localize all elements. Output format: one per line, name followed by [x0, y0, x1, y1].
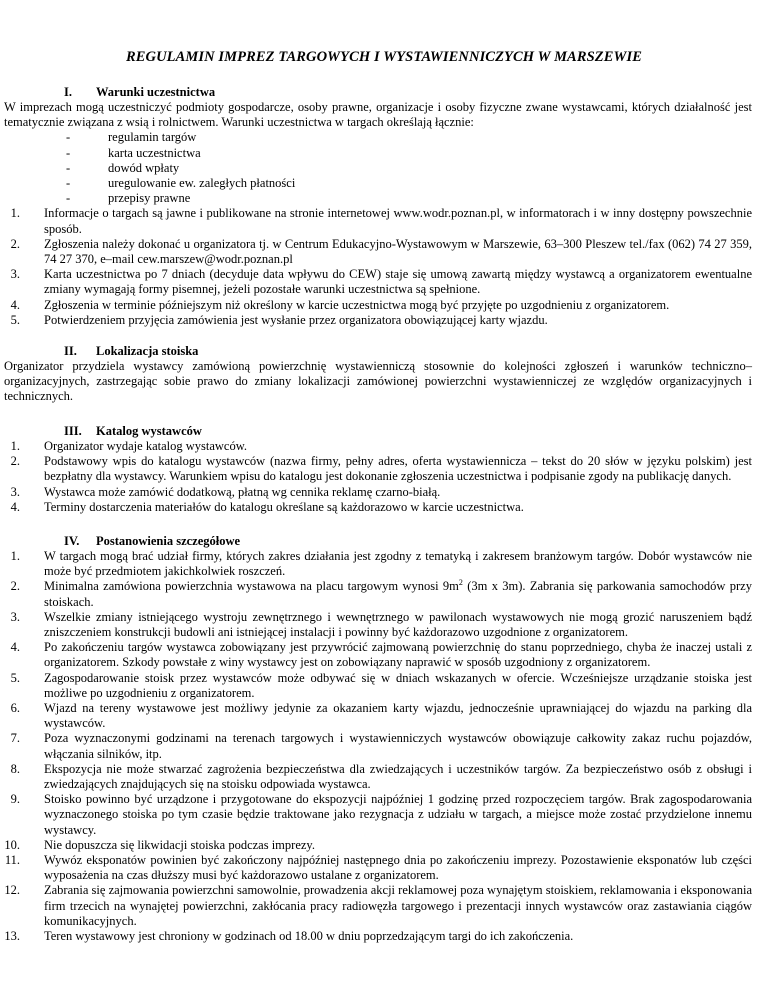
section-postanowienia-szczegolowe [4, 534, 752, 944]
item-text: Wszelkie zmiany istniejącego wystroju zewnętrznego i wewnętrznego w pawilonach wystawowych nie mogą grozić naruszeniem bądź zniszczeniem konstrukcji budowli ani istniejącej instalacji i powinny być każdorazowo uzgodnione z organizatorem. [44, 609, 752, 640]
item-number: 2. [10, 236, 20, 251]
section-title: Lokalizacja stoiska [96, 344, 199, 358]
item-number: 8. [10, 761, 20, 776]
item-text: Wywóz eksponatów powinien być zakończony najpóźniej następnego dnia po zakończeniu imprezy. Pozostawienie eksponatów lub części wyposażenia na czas dłuższy musi być każdorazowo ustalane z organizatorem. [44, 853, 752, 883]
item-number: 11. [4, 853, 20, 868]
list-item: - przepisy prawne [4, 191, 728, 206]
item-number: 3. [10, 484, 20, 499]
item-number: 1. [10, 206, 20, 221]
item-text: Teren wystawowy jest chroniony w godzinach od 18.00 w dniu poprzedzającym targi do ich zakończenia. [44, 929, 574, 944]
list-item: - uregulowanie ew. zaległych płatności [4, 176, 728, 191]
section-heading [40, 344, 728, 359]
numbered-list [4, 206, 752, 328]
item-text: W targach mogą brać udział firmy, których zakres działania jest zgodny z tematyką i zakresem branżowym targów. Dobór wystawców nie może być przedmiotem jakichkolwiek roszczeń. [44, 549, 752, 579]
list-item [4, 671, 752, 701]
section-katalog-wystawcow [10, 424, 752, 515]
list-item [4, 731, 752, 761]
item-text: Nie dopuszcza się likwidacji stoiska podczas imprezy. [44, 837, 315, 852]
item-text: Wjazd na tereny wystawowe jest możliwy jedynie za okazaniem karty wjazdu, jednocześnie uprawniającej do wjazdu na parking dla wystawców. [44, 701, 752, 731]
item-text: Zabrania się zajmowania powierzchni samowolnie, prowadzenia akcji reklamowej poza wynajętym stoiskiem, reklamowania i eksponowania firm trzecich na wynajętej powierzchni, zakłócania pracy radiowęzła targowego i prezentacji innych wystawców oraz zastawiania ciągów komunikacyjnych. [44, 883, 752, 928]
item-text-part: Minimalna zamówiona powierzchnia wystawowa na placu targowym wynosi 9m [44, 579, 459, 594]
list-item [4, 762, 752, 792]
item-text: Podstawowy wpis do katalogu wystawców (nazwa firmy, pełny adres, oferta wystawiennicza – tekst do 20 słów w języku polskim) jest bezpłatny dla wystawcy. Warunkiem wpisu do katalogu jest dokonanie zgłoszenia uczestnictwa i podpisanie zgody na publikację danych. [44, 454, 752, 484]
item-number: 5. [10, 670, 20, 685]
item-text: Terminy dostarczenia materiałów do katalogu określane są każdorazowo w karcie uczestnictwa. [44, 499, 524, 514]
item-number: 12. [4, 883, 20, 898]
item-number: 3. [10, 609, 20, 624]
section-lokalizacja-stoiska [4, 344, 752, 405]
list-item [4, 313, 752, 328]
list-item [4, 792, 752, 838]
list-item [4, 929, 752, 944]
list-item [4, 237, 752, 267]
section-number: IV. [64, 534, 80, 548]
item-text: Zagospodarowanie stoisk przez wystawców może odbywać się w dniach wskazanych w ofercie. Wcześniejsze urządzanie stoiska jest możliwe po uzgodnieniu z organizatorem. [44, 670, 752, 700]
item-text: Potwierdzeniem przyjęcia zamówienia jest wysłanie przez organizatora obowiązującej karty wjazdu. [44, 312, 548, 327]
list-item [4, 610, 752, 640]
list-item [4, 640, 752, 670]
item-number: 2. [10, 454, 20, 469]
list-item [4, 853, 752, 883]
section-title: Postanowienia szczegółowe [96, 534, 241, 548]
section-number: III. [64, 424, 82, 438]
list-item: - karta uczestnictwa [4, 146, 728, 161]
item-number: 7. [10, 731, 20, 746]
list-item [4, 500, 752, 515]
item-number: 4. [10, 499, 20, 514]
section-heading [40, 85, 728, 100]
item-text: Poza wyznaczonymi godzinami na terenach targowych i wystawienniczych wystawców obowiązuje całkowity zakaz ruchu pojazdów, włączania silników, itp. [44, 731, 752, 761]
conditions-list [4, 130, 728, 206]
item-number: 4. [10, 640, 20, 655]
list-item [4, 267, 752, 297]
item-number: 10. [4, 837, 20, 852]
item-text: Informacje o targach są jawne i publikowane na stronie internetowej www.wodr.poznan.pl, w informatorach i w inny dostępny powszechnie sposób. [44, 206, 752, 236]
item-number: 1. [10, 549, 20, 563]
item-number: 3. [10, 267, 20, 282]
list-item [4, 838, 752, 853]
section-text: Organizator przydziela wystawcy zamówioną powierzchnię wystawienniczą stosownie do kolejności zgłoszeń i warunków techniczno–organizacyjnych, zastrzegając sobie prawo do zmiany lokalizacji zamówionej powierzchni wystawienniczej ze względów organizacyjnych i technicznych. [4, 359, 752, 404]
item-text: Stoisko powinno być urządzone i przygotowane do ekspozycji najpóźniej 1 godzinę przed rozpoczęciem targów. Brak zagospodarowania wyznaczonego stoiska po tym czasie będzie traktowane jako rezygnacja z udziału w targach, a miejsce może zostać przydzielone innemu wystawcy. [44, 792, 752, 837]
list-item [4, 298, 752, 313]
item-number: 9. [10, 792, 20, 807]
list-item [4, 579, 752, 609]
list-item [4, 883, 752, 929]
list-item [4, 439, 752, 454]
section-number: II. [64, 344, 77, 358]
item-text: Wystawca może zamówić dodatkową, płatną wg cennika reklamę czarno-białą. [44, 484, 441, 499]
list-item [4, 701, 752, 731]
numbered-list [4, 549, 752, 944]
item-text: Ekspozycja nie może stwarzać zagrożenia bezpieczeństwa dla zwiedzających i uczestników targów. Za bezpieczeństwo osób z obsługi i zwiedzających znajdujących się na stoisku odpowiada wystawca. [44, 761, 752, 792]
list-item [4, 549, 752, 579]
list-item: - regulamin targów [4, 130, 728, 145]
superscript: 2 [458, 578, 463, 588]
list-item: - dowód wpłaty [4, 161, 728, 176]
item-text: Karta uczestnictwa po 7 dniach (decyduje data wpływu do CEW) staje się umową zawartą między wystawcą a organizatorem ewentualne zmiany wymagają formy pisemnej, jeżeli pozostałe warunki uczestnictwa są spełnione. [44, 267, 752, 297]
numbered-list [4, 439, 752, 515]
list-item [4, 454, 752, 484]
list-item [4, 485, 752, 500]
section-title: Warunki uczestnictwa [96, 85, 216, 99]
item-number: 1. [10, 439, 20, 453]
item-text-part: (3m x 3m). Zabrania się parkowania samochodów przy stoiskach. [44, 579, 752, 609]
section-heading [40, 534, 728, 549]
item-text: Zgłoszenia należy dokonać u organizatora tj. w Centrum Edukacyjno-Wystawowym w Marszewie, 63–300 Pleszew tel./fax (062) 74 27 359, 74 27 370, e–mail cew.marszew@wodr.poznan.pl [44, 236, 752, 267]
item-number: 6. [10, 701, 20, 716]
item-text: Po zakończeniu targów wystawca zobowiązany jest przywrócić zajmowaną powierzchnię do stanu poprzedniego, chyba że inaczej ustali z organizatorem. Szkody powstałe z winy wystawcy jest on zobowiązany naprawić w sposób uzgodniony z organizatorem. [44, 640, 752, 670]
item-number: 4. [10, 297, 20, 312]
section-number: I. [64, 85, 72, 99]
item-number: 2. [10, 579, 20, 594]
list-item [4, 206, 752, 236]
item-text [44, 579, 752, 608]
item-number: 5. [10, 312, 20, 327]
document-title: REGULAMIN IMPREZ TARGOWYCH I WYSTAWIENNICZYCH W MARSZEWIE [125, 49, 643, 65]
section-title: Katalog wystawców [96, 424, 202, 438]
item-text: Zgłoszenia w terminie późniejszym niż określony w karcie uczestnictwa mogą być przyjęte po uzgodnieniu z organizatorem. [44, 297, 670, 312]
item-number: 13. [4, 929, 20, 944]
section-intro: W imprezach mogą uczestniczyć podmioty gospodarcze, osoby prawne, organizacje i osoby fizyczne zwane wystawcami, których działalność jest tematycznie związana z wsią i rolnictwem. Warunki uczestnictwa w targach określają łącznie: [4, 100, 752, 130]
item-text: Organizator wydaje katalog wystawców. [44, 439, 248, 453]
section-heading [40, 424, 728, 439]
section-warunki-uczestnictwa [4, 85, 752, 328]
